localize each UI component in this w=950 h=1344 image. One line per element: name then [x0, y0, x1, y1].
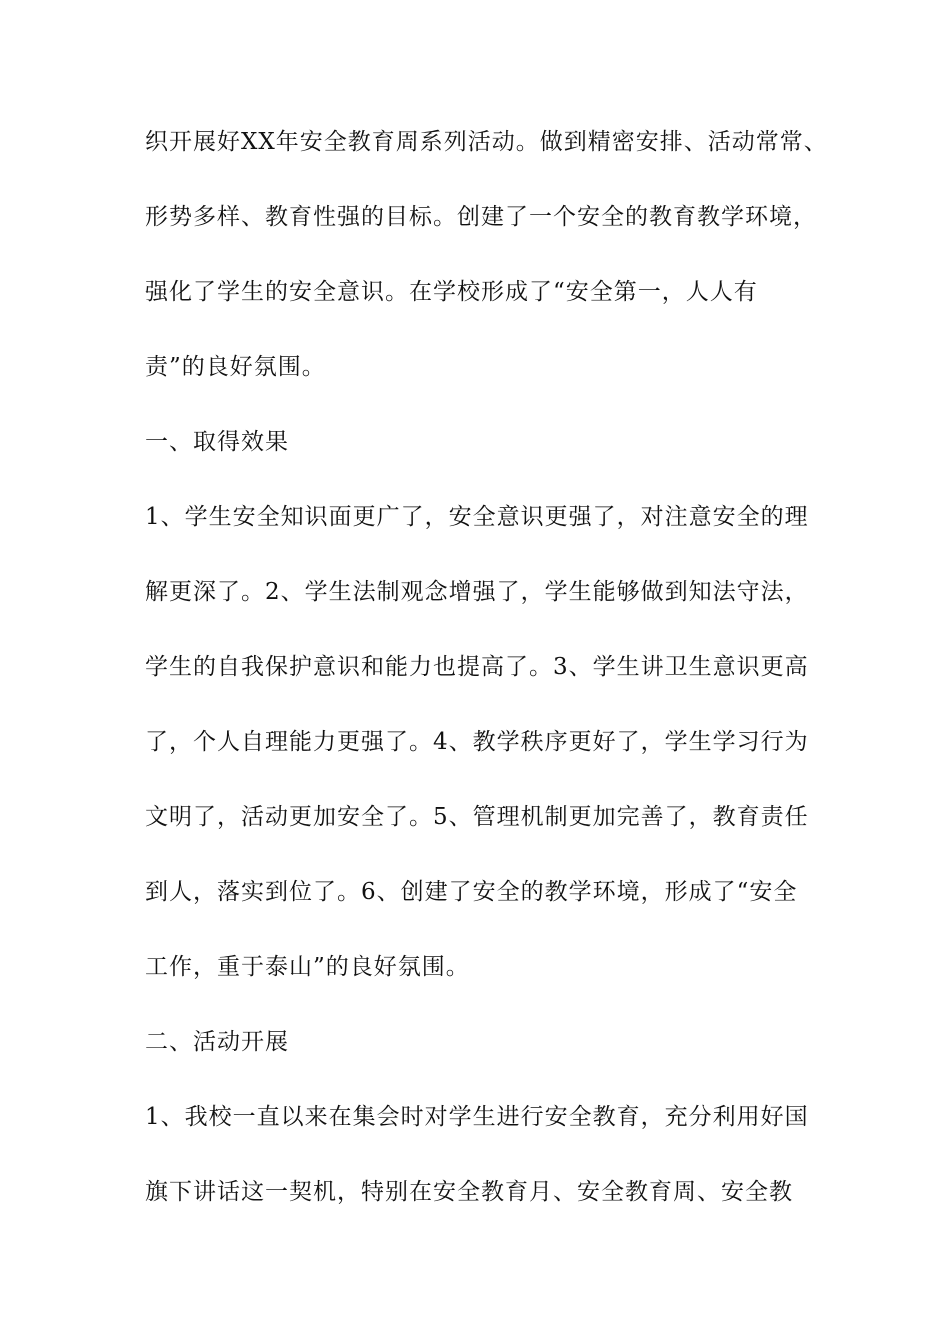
text-line: 工作，重于泰山”的良好氛围。: [145, 954, 470, 980]
text-line: 织开展好XX年安全教育周系列活动。做到精密安排、活动常常、: [145, 129, 828, 155]
text-line: 1、学生安全知识面更广了，安全意识更强了，对注意安全的理: [145, 504, 809, 530]
text-line: 到人，落实到位了。6、创建了安全的教学环境，形成了“安全: [145, 879, 798, 905]
text-line: 形势多样、教育性强的目标。创建了一个安全的教育教学环境，: [145, 204, 817, 230]
text-line: 学生的自我保护意识和能力也提高了。3、学生讲卫生意识更高: [145, 654, 809, 680]
text-line: 文明了，活动更加安全了。5、管理机制更加完善了，教育责任: [145, 804, 809, 830]
section-heading: 一、取得效果: [145, 429, 289, 455]
text-line: 解更深了。2、学生法制观念增强了，学生能够做到知法守法，: [145, 579, 809, 605]
text-line: 强化了学生的安全意识。在学校形成了“安全第一，人人有: [145, 279, 758, 305]
section-heading: 二、活动开展: [145, 1029, 289, 1055]
text-line: 了，个人自理能力更强了。4、教学秩序更好了，学生学习行为: [145, 729, 809, 755]
text-line: 责”的良好氛围。: [145, 354, 326, 380]
text-line: 旗下讲话这一契机，特别在安全教育月、安全教育周、安全教: [145, 1179, 793, 1205]
text-line: 1、我校一直以来在集会时对学生进行安全教育，充分利用好国: [145, 1104, 809, 1130]
